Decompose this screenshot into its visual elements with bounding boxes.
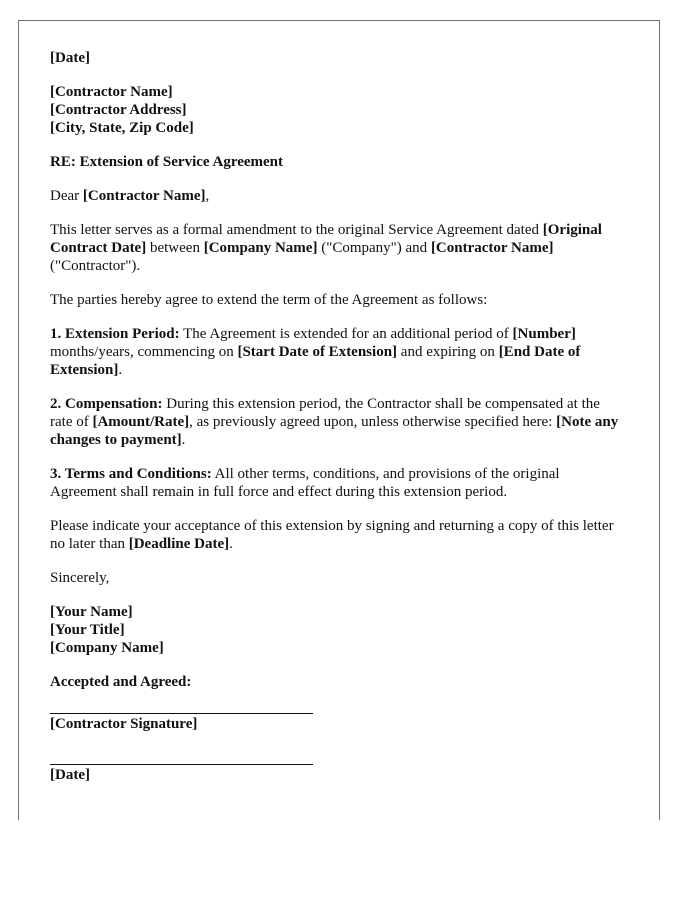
term-terms-and-conditions xyxy=(50,465,620,501)
salutation-suffix: , xyxy=(205,188,210,204)
sender-company: [Company Name] xyxy=(50,640,164,656)
parties-paragraph: The parties hereby agree to extend the term of the Agreement as follows: xyxy=(50,292,488,308)
start-date-placeholder: [Start Date of Extension] xyxy=(237,344,398,360)
intro-text-1: This letter serves as a formal amendment to the original Service Agreement dated xyxy=(50,222,543,238)
intro-text-4: ("Contractor"). xyxy=(50,258,141,274)
term-3-heading: 3. Terms and Conditions: xyxy=(50,466,212,482)
term-extension-period xyxy=(50,325,620,379)
subject-line: RE: Extension of Service Agreement xyxy=(50,154,284,170)
spacer xyxy=(50,733,620,764)
number-placeholder: [Number] xyxy=(512,326,576,342)
letter-page xyxy=(18,20,660,820)
term-2-text-2: , as previously agreed upon, unless otherwise specified here: xyxy=(189,414,557,430)
term-1-text-4: . xyxy=(118,362,123,378)
term-2-text-3: . xyxy=(181,432,186,448)
letter-date: [Date] xyxy=(50,50,90,66)
contractor-city-state-zip: [City, State, Zip Code] xyxy=(50,120,194,136)
contractor-name-placeholder: [Contractor Name] xyxy=(430,240,554,256)
term-1-text-3: and expiring on xyxy=(397,344,499,360)
intro-paragraph xyxy=(50,221,620,275)
original-contract-date-placeholder: [Original Contract Date] xyxy=(50,222,602,256)
term-compensation xyxy=(50,395,620,449)
acceptance-text-1: Please indicate your acceptance of this extension by signing and returning a copy of this letter no later than xyxy=(50,518,614,552)
date-signature-line xyxy=(50,764,313,765)
contractor-signature-line xyxy=(50,713,313,714)
sender-title: [Your Title] xyxy=(50,622,125,638)
acceptance-text-2: . xyxy=(229,536,233,552)
closing: Sincerely, xyxy=(50,570,110,586)
term-2-heading: 2. Compensation: xyxy=(50,396,163,412)
contractor-signature-label: [Contractor Signature] xyxy=(50,716,198,732)
letter-body xyxy=(50,49,620,784)
company-name-placeholder: [Company Name] xyxy=(203,240,318,256)
payment-changes-placeholder: [Note any changes to payment] xyxy=(50,414,619,448)
intro-text-3: ("Company") and xyxy=(317,240,431,256)
accepted-heading: Accepted and Agreed: xyxy=(50,674,192,690)
date-signature-label: [Date] xyxy=(50,767,90,783)
amount-rate-placeholder: [Amount/Rate] xyxy=(92,414,190,430)
sender-name: [Your Name] xyxy=(50,604,133,620)
end-date-placeholder: [End Date of Extension] xyxy=(50,344,581,378)
contractor-name: [Contractor Name] xyxy=(50,84,173,100)
salutation-name: [Contractor Name] xyxy=(82,188,206,204)
term-1-text-2: months/years, commencing on xyxy=(50,344,238,360)
sender-block xyxy=(50,603,620,657)
acceptance-paragraph xyxy=(50,517,620,553)
term-3-text-1: All other terms, conditions, and provisions of the original Agreement shall remain in full force and effect during this extension period. xyxy=(50,466,560,500)
contractor-address: [Contractor Address] xyxy=(50,102,187,118)
term-1-heading: 1. Extension Period: xyxy=(50,326,180,342)
term-2-text-1: During this extension period, the Contractor shall be compensated at the rate of xyxy=(50,396,600,430)
contractor-address-block xyxy=(50,83,620,137)
salutation xyxy=(50,187,620,205)
intro-text-2: between xyxy=(146,240,204,256)
deadline-date-placeholder: [Deadline Date] xyxy=(128,536,230,552)
spacer xyxy=(50,691,620,713)
salutation-prefix: Dear xyxy=(50,188,83,204)
term-1-text-1: The Agreement is extended for an additional period of xyxy=(179,326,513,342)
